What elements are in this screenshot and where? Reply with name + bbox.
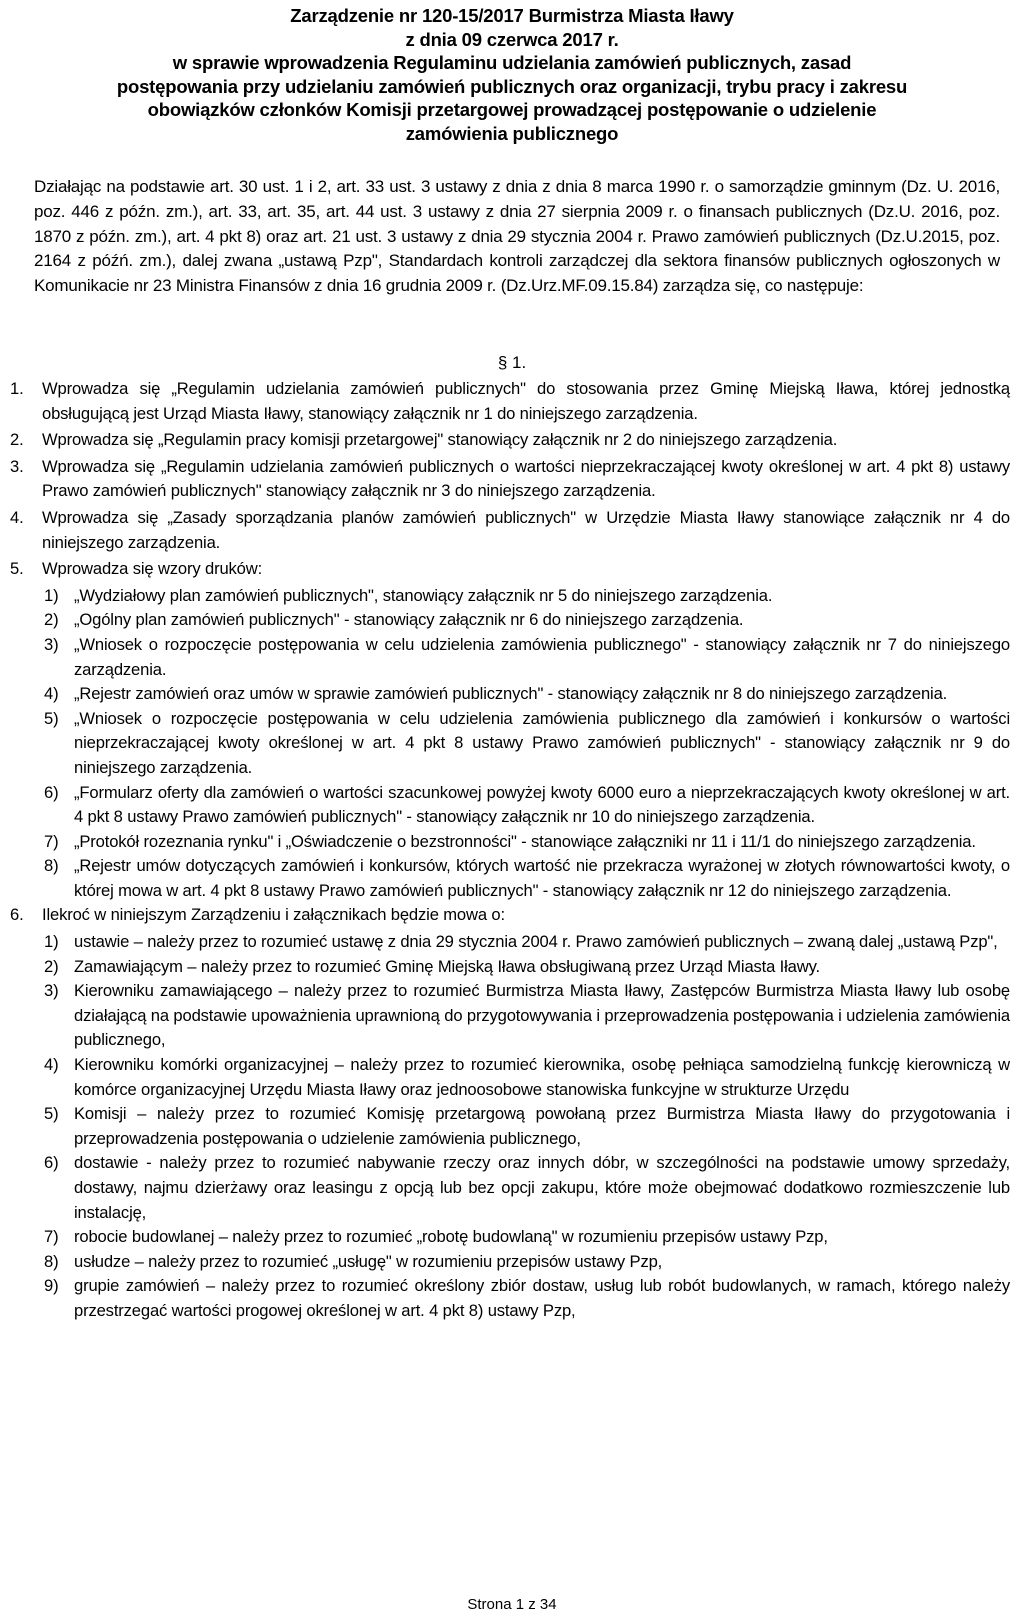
sub-list-item [10,707,1010,781]
sub-list-item [10,584,1010,609]
intro-text: Działając na podstawie art. 30 ust. 1 i 2, art. 33 ust. 3 ustawy z dnia z dnia 8 marca 1990 r. o samorządzie gminnym (Dz. U. 2016, poz. 446 z późn. zm.), art. 33, art. 35, art. 44 ust. 3 ustawy z dnia 27 sierpnia 2009 r. o finansach publicznych (Dz.U. 2016, poz. 1870 z późn. zm.), art. 4 pkt 8) oraz art. 21 ust. 3 ustawy z dnia 29 stycznia 2004 r. Prawo zamówień publicznych (Dz.U.2015, poz. 2164 z późń. zm.), dalej zwana „ustawą Pzp", Standardach kontroli zarządczej dla sektora finansów publicznych ogłoszonych w Komunikacie nr 23 Ministra Finansów z dnia 16 grudnia 2009 r. (Dz.Urz.MF.09.15.84) zarządza się, co następuje: [34,177,1000,296]
list-item-text: Wprowadza się wzory druków: [42,559,263,579]
list-item [10,506,1010,555]
sub-list-item-number: 8) [44,856,59,876]
sub-list-item [10,830,1010,855]
list-item [10,455,1010,504]
sub-list-item [10,781,1010,830]
sub-list-item [10,854,1010,903]
sub-list-item [10,633,1010,682]
sub-list-item [10,930,1010,955]
title-line: zamówienia publicznego [405,122,619,144]
sub-list-item-number: 7) [44,831,59,851]
sub-list-item-number: 3) [44,634,59,654]
list-item-number: 6. [10,905,24,925]
sub-list-item-text: Komisji – należy przez to rozumieć Komisję przetargową powołaną przez Burmistrza Miasta Iławy do przygotowania i przeprowadzenia postępowania o udzielenie zamówienia publicznego, [74,1104,1010,1148]
sub-list-item-number: 8) [44,1251,59,1271]
sub-list-item [10,979,1010,1053]
document-title [60,4,964,145]
sub-list-item [10,682,1010,707]
list-item-text: Wprowadza się „Zasady sporządzania planów zamówień publicznych" w Urzędzie Miasta Iławy stanowiące załącznik nr 4 do niniejszego zarządzenia. [42,507,1010,552]
sub-list-item-text: „Wniosek o rozpoczęcie postępowania w celu udzielenia zamówienia publicznego" - stanowiący załącznik nr 7 do niniejszego zarządzenia. [74,634,1010,679]
title-line: z dnia 09 czerwca 2017 r. [405,28,619,50]
intro-paragraph [34,175,1000,299]
list-item-number: 2. [10,430,24,450]
sub-list-item [10,1250,1010,1275]
sub-list-item-text: dostawie - należy przez to rozumieć nabywanie rzeczy oraz innych dóbr, w szczególności na podstawie umowy sprzedaży, dostawy, najmu dzierżawy oraz leasingu z opcją lub bez opcji zakupu, które może obejmować dodatkowo rozmieszczenie lub instalację, [74,1153,1010,1222]
sub-list-item-text: „Rejestr umów dotyczących zamówień i konkursów, których wartość nie przekracza wyrażonej w złotych równowartości kwoty, o której mowa w art. 4 pkt 8 ustawy Prawo zamówień publicznych" - stanowiący załącznik nr 12 do niniejszego zarządzenia. [74,856,1010,900]
section-label: § 1. [497,353,527,372]
list-item-number: 1. [10,379,24,398]
sub-list-item-number: 1) [44,932,59,952]
sub-list-item-text: robocie budowlanej – należy przez to rozumieć „robotę budowlaną" w rozumieniu przepisów ustawy Pzp, [74,1227,828,1247]
sub-list-item-number: 6) [44,1153,59,1173]
sub-list-item-number: 7) [44,1227,59,1247]
sub-list-item [10,1053,1010,1102]
sub-list-item-text: Zamawiającym – należy przez to rozumieć Gminę Miejską Iława obsługiwaną przez Urząd Miasta Iławy. [74,956,820,976]
list-item [10,428,1010,453]
list-item-text: Wprowadza się „Regulamin udzielania zamówień publicznych" do stosowania przez Gminę Miejską Iława, której jednostką obsługującą jest Urząd Miasta Iławy, stanowiący załącznik nr 1 do niniejszego zarządzenia. [42,379,1010,423]
title-line: postępowania przy udzielaniu zamówień publicznych oraz organizacji, trybu pracy i zakresu [116,75,908,97]
list-item-number: 4. [10,507,24,527]
sub-list-item-number: 2) [44,610,59,630]
sub-list-item-text: Kierowniku zamawiającego – należy przez to rozumieć Burmistrza Miasta Iławy, Zastępców Burmistrza Miasta Iławy lub osobę działającą na podstawie upoważnienia uprawnioną do przygotowywania i przeprowadzenia postępowania i udzielenia zamówienia publicznego, [74,981,1010,1050]
sub-list-item-number: 5) [44,1104,59,1124]
sub-list-item-number: 4) [44,1055,59,1075]
sub-list-item-text: usłudze – należy przez to rozumieć „usługę" w rozumieniu przepisów ustawy Pzp, [74,1251,663,1271]
sub-list-item [10,1151,1010,1225]
title-line: Zarządzenie nr 120-15/2017 Burmistrza Miasta Iławy [290,5,734,26]
sub-list-item-number: 1) [44,585,59,605]
sub-list-item-text: „Formularz oferty dla zamówień o wartości szacunkowej powyżej kwoty 6000 euro a nieprzekraczających kwoty określonej w art. 4 pkt 8 ustawy Prawo zamówień publicznych" - stanowiący załącznik nr 10 do niniejszego zarządzenia. [74,782,1010,827]
list-item-number: 3. [10,456,24,476]
title-line: w sprawie wprowadzenia Regulaminu udzielania zamówień publicznych, zasad [172,52,852,73]
sub-list-item [10,1225,1010,1250]
sub-list-item-number: 5) [44,708,59,728]
list-item-text: Wprowadza się „Regulamin pracy komisji przetargowej" stanowiący załącznik nr 2 do niniejszego zarządzenia. [42,430,838,450]
sub-list-item [10,1102,1010,1151]
sub-list-item-text: „Wydziałowy plan zamówień publicznych", stanowiący załącznik nr 5 do niniejszego zarządzenia. [74,585,773,605]
sub-list-item [10,955,1010,980]
title-line: obowiązków członków Komisji przetargowej prowadzącej postępowanie o udzielenie [147,99,877,120]
sub-list-item-text: „Ogólny plan zamówień publicznych" - stanowiący załącznik nr 6 do niniejszego zarządzenia. [74,610,744,630]
list-item-text: Wprowadza się „Regulamin udzielania zamówień publicznych o wartości nieprzekraczającej kwoty określonej w art. 4 pkt 8) ustawy Prawo zamówień publicznych" stanowiący załącznik nr 3 do niniejszego zarządzenia. [42,456,1010,501]
list-item-text: Ilekroć w niniejszym Zarządzeniu i załącznikach będzie mowa o: [42,905,505,925]
sub-list-item-number: 6) [44,782,59,802]
sub-list-item-text: Kierowniku komórki organizacyjnej – należy przez to rozumieć kierownika, osobę pełniąca samodzielną funkcję kierowniczą w komórce organizacyjnej Urzędu Miasta Iławy oraz jednoosobowe stanowiska funkcyjne w strukturze Urzędu [74,1055,1010,1099]
list-item-number: 5. [10,559,24,579]
sub-list-item-number: 3) [44,981,59,1001]
sub-list-item-text: ustawie – należy przez to rozumieć ustawę z dnia 29 stycznia 2004 r. Prawo zamówień publicznych – zwaną dalej „ustawą Pzp", [74,932,998,952]
sub-list-item-number: 2) [44,956,59,976]
list-item [10,377,1010,426]
page-number: Strona 1 z 34 [467,1596,557,1613]
sub-list-item [10,608,1010,633]
sub-list-item-text: „Wniosek o rozpoczęcie postępowania w celu udzielenia zamówienia publicznego dla zamówień i konkursów o wartości nieprzekraczającej kwoty określonej w art. 4 pkt 8 ustawy Prawo zamówień publicznych" - stanowiący załącznik nr 9 do niniejszego zarządzenia. [74,708,1010,777]
list-item [10,903,1010,928]
sub-list-item-number: 9) [44,1276,59,1296]
sub-list-item [10,1274,1010,1323]
sub-list-item-text: „Protokół rozeznania rynku" i „Oświadczenie o bezstronności" - stanowiące załączniki nr 11 i 11/1 do niniejszego zarządzenia. [74,831,976,851]
sub-list-item-number: 4) [44,684,59,704]
numbered-list [10,377,1010,1324]
sub-list-item-text: „Rejestr zamówień oraz umów w sprawie zamówień publicznych" - stanowiący załącznik nr 8 do niniejszego zarządzenia. [74,684,948,704]
list-item [10,557,1010,582]
sub-list-item-text: grupie zamówień – należy przez to rozumieć określony zbiór dostaw, usług lub robót budowlanych, w ramach, którego należy przestrzegać wartości progowej określonej w art. 4 pkt 8) ustawy Pzp, [74,1276,1010,1320]
